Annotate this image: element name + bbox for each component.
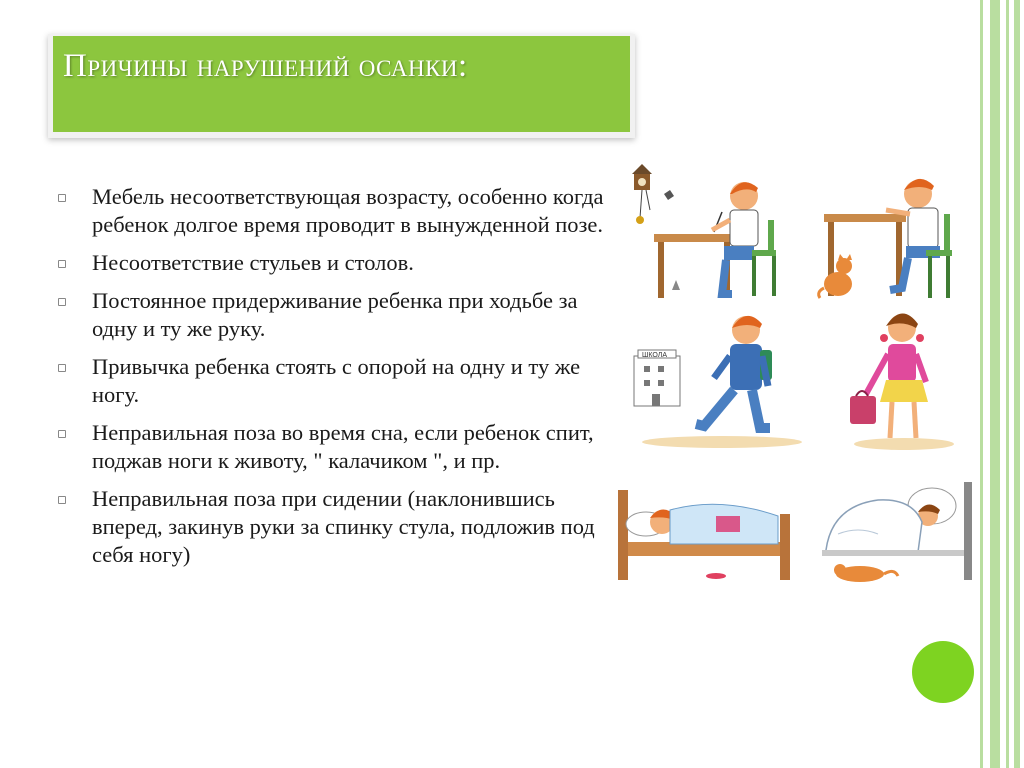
bullet-text: Неправильная поза при сидении (наклонившись вперед, закинув руки за спинку стула, подложив под себя ногу) [92,486,595,567]
boy-at-desk-illustration [632,164,776,298]
girl-standing-illustration [850,313,954,450]
bullet-icon [58,430,66,438]
list-item [58,183,613,239]
bullet-text: Мебель несоответствующая возрасту, особенно когда ребенок долгое время проводит в вынужденной позе. [92,184,604,237]
boy-with-cat-illustration [819,179,952,298]
bullet-text: Постоянное придерживание ребенка при ходьбе за одну и ту же руку. [92,288,578,341]
bullet-list [58,183,613,579]
frame-stripe [1014,0,1020,768]
school-sign: ШКОЛА [642,352,668,359]
bullet-icon [58,496,66,504]
bullet-text: Неправильная поза во время сна, если ребенок спит, поджав ноги к животу, " калачиком ", и пр. [92,420,594,473]
list-item [58,419,613,475]
list-item [58,485,613,569]
bullet-text: Привычка ребенка стоять с опорой на одну и ту же ногу. [92,354,581,407]
accent-circle [912,641,974,703]
title-panel [53,36,630,132]
frame-stripe [990,0,1000,768]
bullet-icon [58,194,66,202]
boy-walking-illustration [634,316,802,448]
list-item [58,287,613,343]
frame-stripe [1006,0,1009,768]
boy-sleeping-illustration [618,490,790,580]
posture-illustrations [612,150,984,586]
bullet-icon [58,364,66,372]
list-item [58,249,613,277]
list-item [58,353,613,409]
bullet-text: Несоответствие стульев и столов. [92,250,414,275]
slide-title: Причины нарушений осанки: [63,48,468,84]
child-curled-sleeping-illustration [822,482,972,582]
bullet-icon [58,298,66,306]
bullet-icon [58,260,66,268]
